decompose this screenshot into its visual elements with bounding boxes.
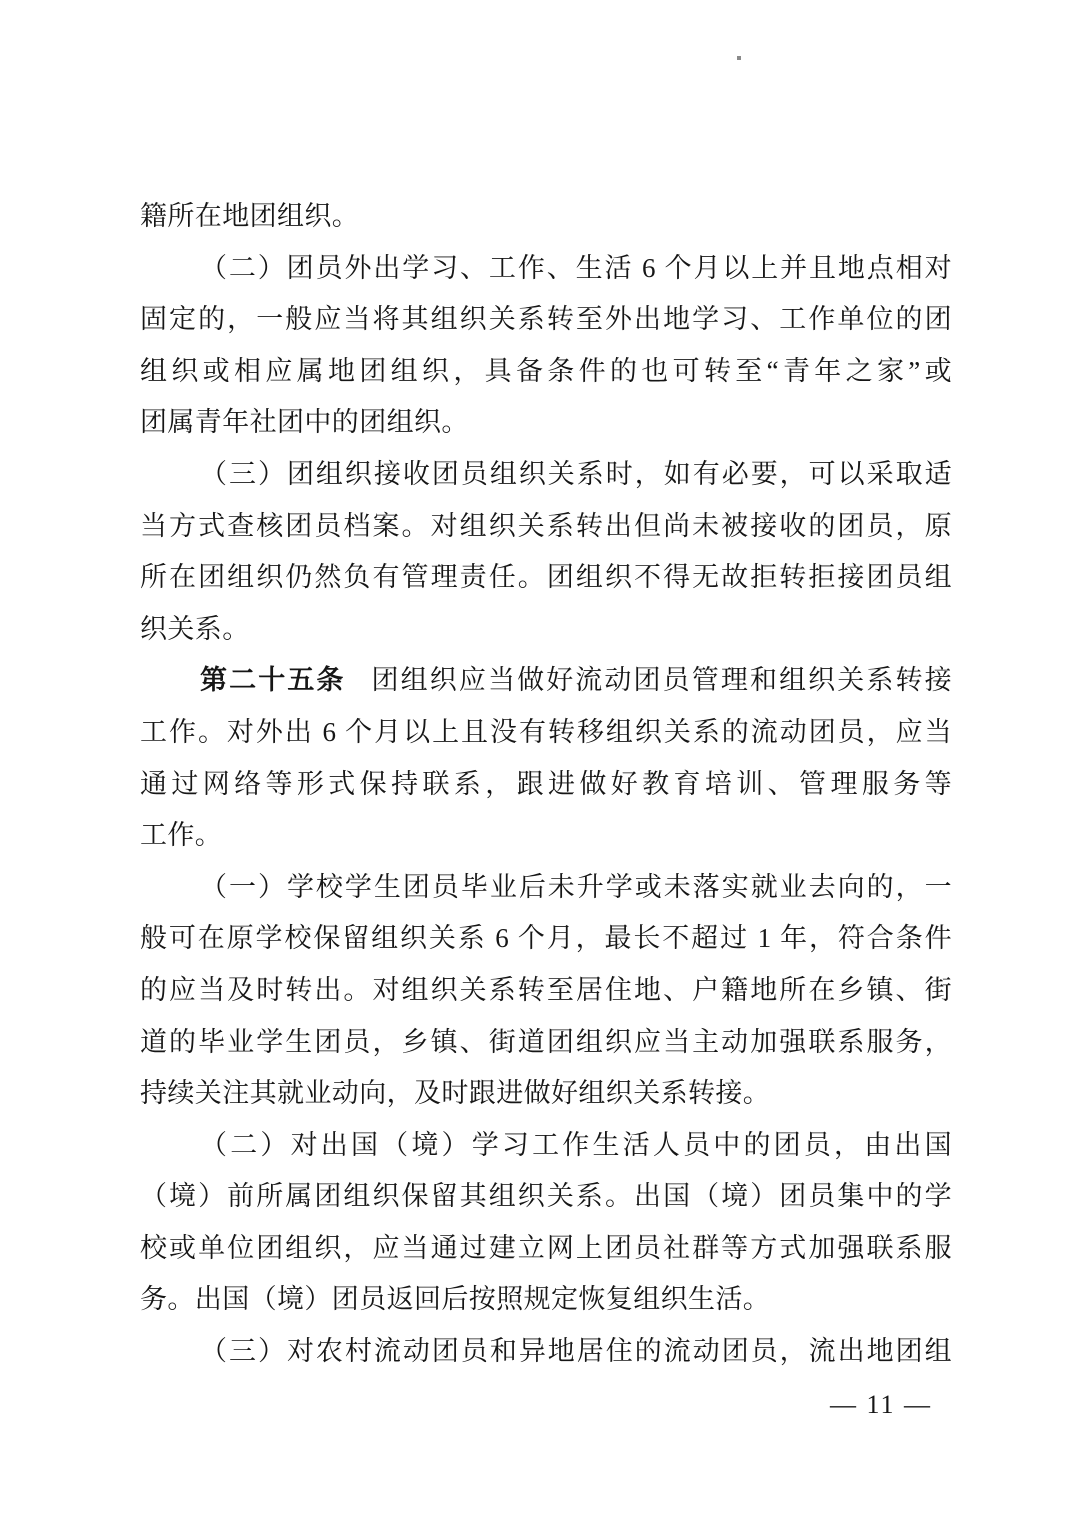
text-line: （二）团员外出学习、工作、生活 6 个月以上并且地点相对 <box>200 252 952 283</box>
text-line: 籍所在地团组织。 <box>140 201 360 231</box>
text-line: 道的毕业学生团员，乡镇、街道团组织应当主动加强联系服务， <box>140 1026 952 1057</box>
text-line: （三）团组织接收团员组织关系时，如有必要，可以采取适 <box>200 458 952 489</box>
text-line: 的应当及时转出。对组织关系转至居住地、户籍地所在乡镇、街 <box>140 974 952 1005</box>
text-line: 团属青年社团中的团组织。 <box>140 407 469 438</box>
text-line: （二）对出国（境）学习工作生活人员中的团员，由出国 <box>200 1129 952 1160</box>
text-line: 般可在原学校保留组织关系 6 个月，最长不超过 1 年，符合条件 <box>140 923 952 954</box>
text-line: （境）前所属团组织保留其组织关系。出国（境）团员集中的学 <box>140 1181 952 1212</box>
text-line: 织关系。 <box>140 613 250 644</box>
text-line: 所在团组织仍然负有管理责任。团组织不得无故拒转拒接团员组 <box>140 562 952 593</box>
text-line: 当方式查核团员档案。对组织关系转出但尚未被接收的团员，原 <box>140 510 952 541</box>
document-body <box>140 191 952 1378</box>
text-line: 通过网络等形式保持联系，跟进做好教育培训、管理服务等 <box>140 768 952 799</box>
text-line: 务。出国（境）团员返回后按照规定恢复组织生活。 <box>140 1284 771 1315</box>
article-number-label: 第二十五条 <box>200 665 346 696</box>
text-line: 持续关注其就业动向，及时跟进做好组织关系转接。 <box>140 1078 771 1109</box>
article-text: 团组织应当做好流动团员管理和组织关系转接 <box>371 665 952 696</box>
scan-artifact-dot <box>737 56 741 60</box>
text-line: 组织或相应属地团组织，具备条件的也可转至“青年之家”或 <box>140 355 952 386</box>
text-line: （一）学校学生团员毕业后未升学或未落实就业去向的，一 <box>200 871 952 902</box>
text-line: 固定的，一般应当将其组织关系转至外出地学习、工作单位的团 <box>140 304 952 335</box>
text-line: 工作。对外出 6 个月以上且没有转移组织关系的流动团员，应当 <box>140 716 952 747</box>
text-line: 校或单位团组织，应当通过建立网上团员社群等方式加强联系服 <box>140 1232 952 1263</box>
page-number: — 11 — <box>829 1390 932 1419</box>
text-line: 工作。 <box>140 820 223 851</box>
text-line: （三）对农村流动团员和异地居住的流动团员，流出地团组 <box>200 1336 952 1367</box>
text-line <box>140 655 952 707</box>
